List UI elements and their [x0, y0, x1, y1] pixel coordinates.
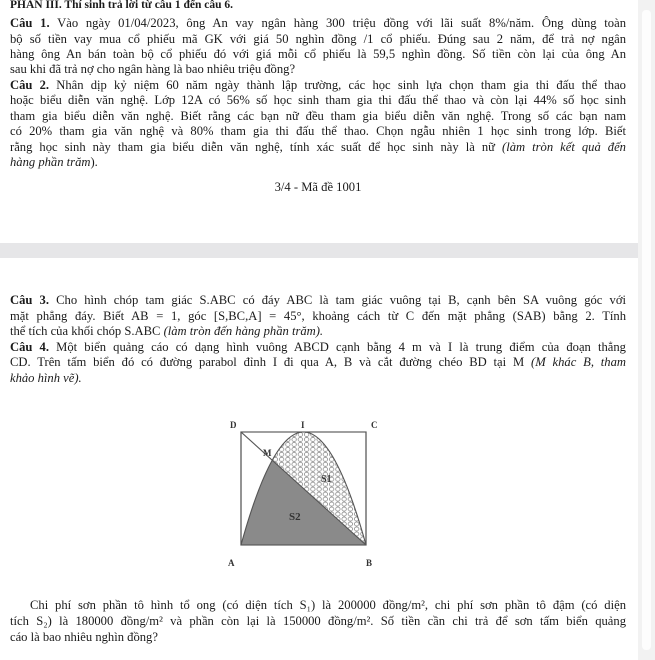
q4-line-2: CD. Trên tấm biển đó có đường parabol đỉnh I đi qua A, B và cắt đường chéo BD tại M (M khác B, tham [10, 355, 626, 369]
q2-line-1: Câu 2. Nhân dịp kỷ niệm 60 năm ngày thành lập trường, các học sinh lựa chọn tham gia thi đấu thể thao [10, 78, 626, 92]
q3-line-2: mặt phẳng đáy. Biết AB = 1, góc [S,BC,A] = 45°, khoảng cách từ C đến mặt phẳng (SAB) bằng 2. Tính [10, 309, 626, 323]
q2-line-4: có 20% tham gia văn nghệ và 80% tham gia thi đấu thể thao. Chọn ngẫu nhiên 1 học sinh trong lớp. Biết [10, 124, 626, 138]
scrollbar-thumb[interactable] [642, 10, 651, 650]
q4-cost-line-1: Chi phí sơn phần tô hình tổ ong (có diện tích S₁) là 200000 đồng/m², chi phí sơn phần tô đậm (có diện [30, 598, 626, 612]
q2-line-2: hoặc biểu diễn văn nghệ. Lớp 12A có 56% số học sinh tham gia thi đấu thể thao và còn lại 44% số học sinh [10, 93, 626, 107]
q4-line-3: khảo hình vẽ). [10, 371, 82, 385]
q2-line-5: rằng học sinh này tham gia biểu diễn văn nghệ, tính xác suất để học sinh này là nữ (làm tròn kết quả đến [10, 140, 626, 154]
scrollbar[interactable] [638, 0, 655, 660]
q3-line-1: Câu 3. Cho hình chóp tam giác S.ABC có đáy ABC là tam giác vuông tại B, cạnh bên SA vuông góc với [10, 293, 626, 307]
label-m: M [263, 448, 272, 458]
label-d: D [230, 420, 237, 430]
label-s1: S1 [321, 474, 332, 485]
page-footer: 3/4 - Mã đề 1001 [274, 180, 362, 194]
label-i: I [301, 420, 305, 430]
label-c: C [371, 420, 378, 430]
q4-cost-line-2: tích S₂) là 180000 đồng/m² và phần còn lại là 150000 đồng/m². Số tiền cần chi trả để sơn tấm biển quảng [10, 614, 626, 628]
billboard-figure [226, 420, 386, 570]
label-b: B [366, 558, 373, 568]
q1-line-4: sau khi đã trả nợ cho ngân hàng là bao nhiêu triệu đồng? [10, 62, 296, 76]
label-s2: S2 [289, 511, 301, 523]
label-a: A [228, 558, 235, 568]
q4-cost-line-3: cáo là bao nhiêu nghìn đồng? [10, 630, 158, 644]
q2-line-3: tham gia biểu diễn văn nghệ. Biết rằng các bạn nữ đều tham gia biểu diễn văn nghệ. Trong số các bạn nam [10, 109, 626, 123]
q3-line-3: thể tích của khối chóp S.ABC (làm tròn đến hàng phần trăm). [10, 324, 324, 338]
q4-line-1: Câu 4. Một biển quảng cáo có dạng hình vuông ABCD cạnh bằng 4 m và I là trung điểm của đoạn thẳng [10, 340, 626, 354]
section-header: PHẦN III. Thí sinh trả lời từ câu 1 đến câu 6. [10, 0, 233, 11]
q1-line-2: bộ số tiền vay mua cổ phiếu mã GK với giá 50 nghìn đồng /1 cổ phiếu. Đúng sau 2 năm, để trả nợ ngân [10, 32, 626, 46]
q2-line-6: hàng phần trăm). [10, 155, 98, 169]
q1-line-1: Câu 1. Vào ngày 01/04/2023, ông An vay ngân hàng 300 triệu đồng với lãi suất 8%/năm. Ông dùng toàn [10, 16, 626, 30]
q1-line-3: hàng ông An bán toàn bộ cổ phiếu đó với giá mỗi cổ phiếu là 59,5 nghìn đồng. Số tiền còn lại của ông An [10, 47, 626, 61]
